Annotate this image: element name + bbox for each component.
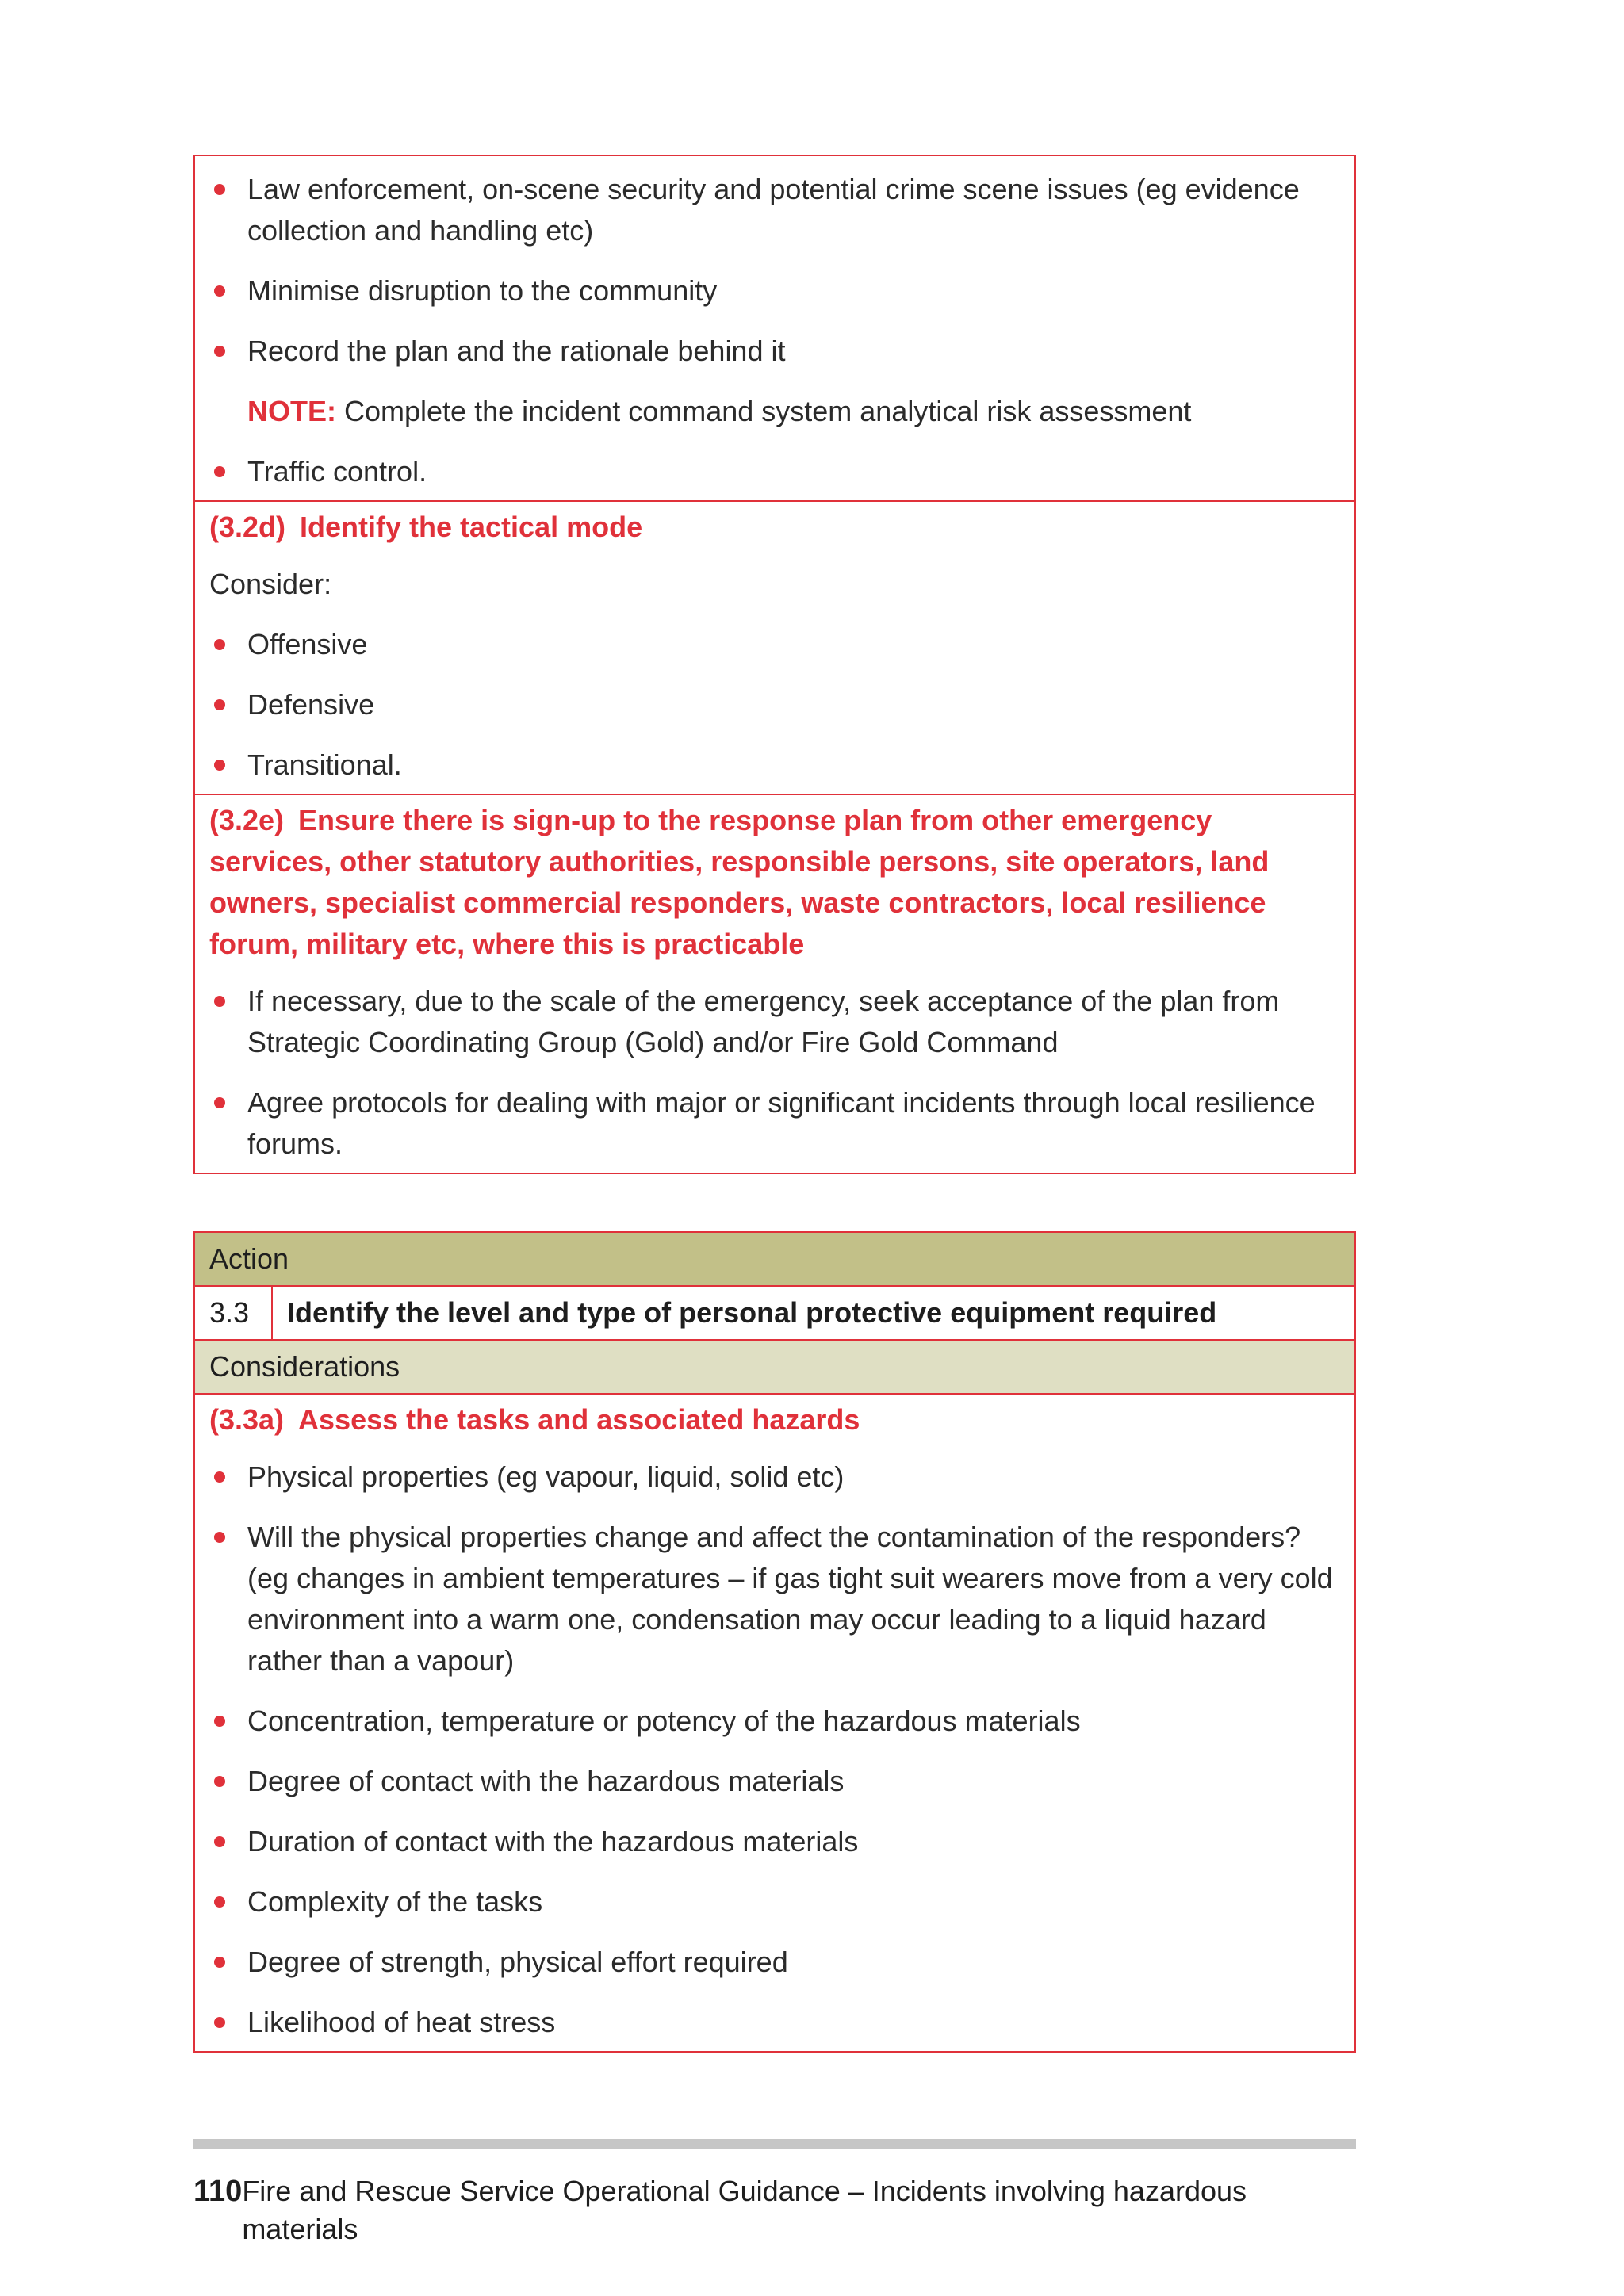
list-item: Law enforcement, on-scene security and potential crime scene issues (eg evidence collection and handling etc) (209, 169, 1340, 251)
list-item: Degree of strength, physical effort required (209, 1942, 1340, 1983)
list-item: Complexity of the tasks (209, 1881, 1340, 1923)
bullet-list (209, 1456, 1340, 2043)
note-label: NOTE: (247, 395, 336, 427)
consider-label: Consider: (209, 568, 332, 600)
bullet-list (209, 451, 1340, 492)
section-3-3a (195, 1395, 1354, 2051)
action-table (193, 1231, 1356, 2053)
list-item: Concentration, temperature or potency of the hazardous materials (209, 1701, 1340, 1742)
page-content (193, 155, 1356, 2053)
list-item: Agree protocols for dealing with major or significant incidents through local resilience forums. (209, 1082, 1340, 1165)
document-title: Fire and Rescue Service Operational Guidance – Incidents involving hazardous materials (242, 2175, 1247, 2245)
section-title: Identify the tactical mode (300, 511, 643, 543)
note (209, 391, 1340, 432)
section-3-2e (195, 794, 1354, 1173)
list-item: Will the physical properties change and affect the contamination of the responders? (eg changes in ambient temperatures – if gas tight suit wearers move from a very cold environment into a warm one, condensation may occur leading to a liquid hazard rather than a vapour) (209, 1517, 1340, 1682)
section-heading (209, 1399, 1340, 1441)
section-heading (209, 507, 1340, 548)
list-item: Physical properties (eg vapour, liquid, solid etc) (209, 1456, 1340, 1498)
action-header: Action (195, 1233, 1354, 1287)
section-continued-bullets (195, 156, 1354, 500)
section-code: (3.2d) (209, 511, 286, 543)
list-item: Minimise disruption to the community (209, 270, 1340, 312)
considerations-header: Considerations (195, 1341, 1354, 1395)
bullet-list (209, 169, 1340, 372)
action-item-row (195, 1287, 1354, 1341)
list-item: Offensive (209, 624, 1340, 665)
page-footer (193, 2172, 1356, 2248)
footer-divider (193, 2139, 1356, 2149)
section-3-2d (195, 500, 1354, 794)
section-heading (209, 800, 1340, 965)
section-title: Assess the tasks and associated hazards (298, 1403, 860, 1436)
section-title: Ensure there is sign-up to the response plan from other emergency services, other statutory authorities, responsible persons, site operators, land owners, specialist commercial responders, waste contractors, local resilience forum, military etc, where this is practicable (209, 804, 1270, 960)
section-code: (3.2e) (209, 804, 285, 836)
list-item: Degree of contact with the hazardous materials (209, 1761, 1340, 1802)
guidance-table-continued (193, 155, 1356, 1174)
list-item: Traffic control. (209, 451, 1340, 492)
bullet-list (209, 624, 1340, 786)
action-item-title: Identify the level and type of personal protective equipment required (287, 1296, 1217, 1329)
list-item: Record the plan and the rationale behind it (209, 331, 1340, 372)
note-text: Complete the incident command system analytical risk assessment (336, 395, 1192, 427)
action-item-number: 3.3 (195, 1287, 273, 1339)
list-item: Duration of contact with the hazardous materials (209, 1821, 1340, 1862)
bullet-list (209, 981, 1340, 1165)
list-item: Likelihood of heat stress (209, 2002, 1340, 2043)
page-number: 110 (193, 2175, 243, 2208)
section-code: (3.3a) (209, 1403, 285, 1436)
list-item: Transitional. (209, 744, 1340, 786)
list-item: If necessary, due to the scale of the emergency, seek acceptance of the plan from Strategic Coordinating Group (Gold) and/or Fire Gold Command (209, 981, 1340, 1063)
list-item: Defensive (209, 684, 1340, 725)
